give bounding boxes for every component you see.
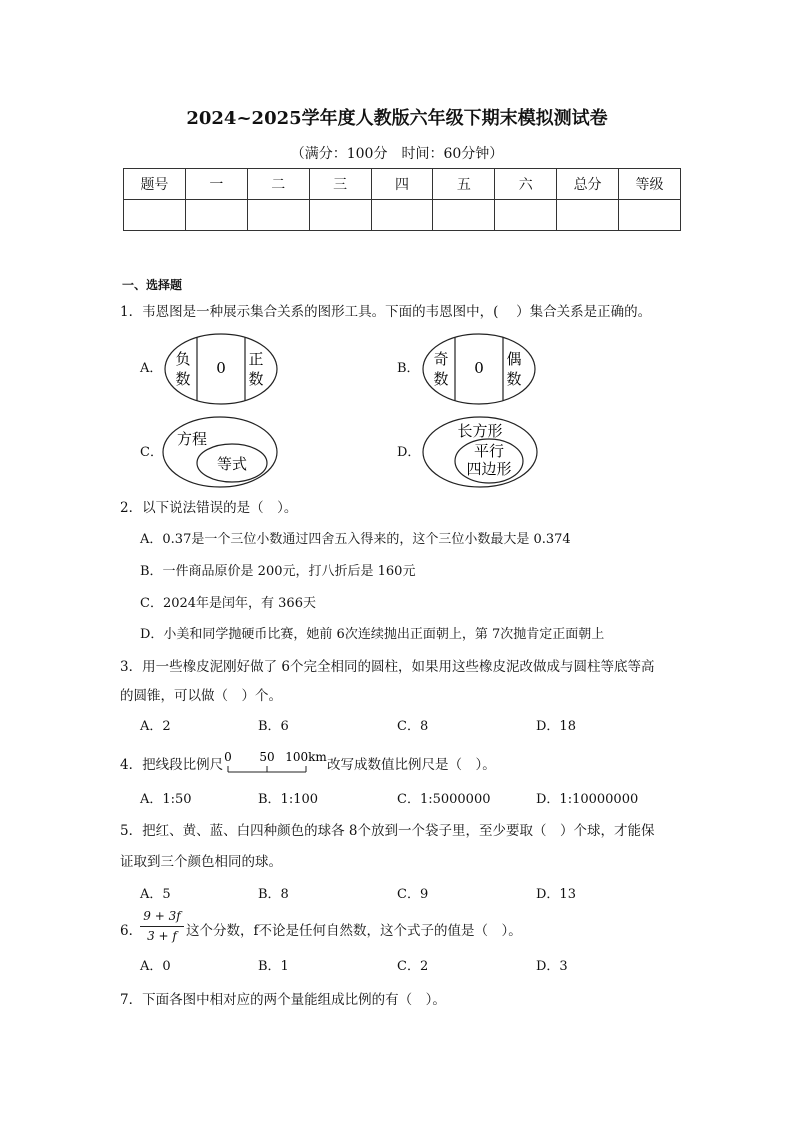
q1-option-a-label: A． [140,361,163,376]
question-6-suffix: 这个分数，f不论是任何自然数，这个式子的值是（ ）。 [186,923,522,939]
question-3-line-1: 3．用一些橡皮泥刚好做了 6个完全相同的圆柱，如果用这些橡皮泥改做成与圆柱等底等高 [120,659,655,675]
fraction [140,909,184,944]
venn-b-left-2: 数 [433,370,449,388]
question-6-prefix: 6． [120,923,143,939]
score-header-cell: 等级 [619,169,681,200]
venn-diagram-c [160,414,280,490]
q6-option-b: B．1 [258,959,289,974]
q2-option-c: C．2024年是闰年，有 366天 [140,596,316,611]
venn-d-inner-label-1: 平行 [473,442,505,460]
venn-a-left-2: 数 [175,370,191,388]
venn-a-center: 0 [216,359,226,377]
question-4-suffix: 改写成数值比例尺是（ ）。 [327,757,496,773]
venn-b-right-2: 数 [506,370,522,388]
question-5-line-2: 证取到三个颜色相同的球。 [120,854,282,870]
score-entry-cell[interactable] [124,200,186,231]
venn-diagram-b [420,330,538,408]
q2-option-a: A．0.37是一个三位小数通过四舍五入得来的，这个三位小数最大是 0.374 [140,532,571,547]
scale-label-50: 50 [259,750,275,764]
venn-d-outer-label: 长方形 [457,422,503,440]
score-header-cell: 三 [309,169,371,200]
q6-option-c: C．2 [397,959,429,974]
q5-option-d: D．13 [536,887,576,902]
q1-option-b-label: B． [397,361,420,376]
score-header-cell: 题号 [124,169,186,200]
q6-option-a: A．0 [140,959,171,974]
venn-b-right-1: 偶 [506,350,522,368]
score-header-cell: 六 [495,169,557,200]
question-3-line-2: 的圆锥，可以做（ ）个。 [120,688,282,704]
venn-a-right-1: 正 [248,350,264,368]
page-title: 2024~2025学年度人教版六年级下期末模拟测试卷 [186,108,608,129]
section-heading: 一、选择题 [122,278,183,292]
q5-option-b: B．8 [258,887,289,902]
q5-option-c: C．9 [397,887,429,902]
score-entry-cell[interactable] [185,200,247,231]
score-entry-cell[interactable] [495,200,557,231]
question-2-text: 2．以下说法错误的是（ ）。 [120,500,298,516]
venn-a-left-1: 负 [175,350,191,368]
fraction-bar [140,926,184,927]
score-entry-cell[interactable] [433,200,495,231]
score-header-cell: 总分 [557,169,619,200]
q3-option-b: B．6 [258,719,289,734]
score-header-cell: 四 [371,169,433,200]
q3-option-a: A．2 [140,719,171,734]
score-header-cell: 五 [433,169,495,200]
question-5-line-1: 5．把红、黄、蓝、白四种颜色的球各 8个放到一个袋子里，至少要取（ ）个球，才能保 [120,823,655,839]
q5-option-a: A．5 [140,887,171,902]
venn-diagram-a [162,330,280,408]
q1-option-c-label: C． [140,445,163,460]
q4-option-d: D．1:10000000 [536,792,639,807]
q4-option-c: C．1:5000000 [397,792,491,807]
page-subtitle: （满分：100分 时间：60分钟） [290,146,504,162]
score-entry-cell[interactable] [371,200,433,231]
score-header-cell: 一 [185,169,247,200]
question-4-prefix: 4．把线段比例尺 [120,757,224,773]
q1-option-d-label: D． [397,445,421,460]
score-table-header-row [124,169,681,200]
scale-label-0: 0 [224,750,232,764]
venn-b-center: 0 [474,359,484,377]
question-1-text: 1．韦恩图是一种展示集合关系的图形工具。下面的韦恩图中，( ）集合关系是正确的。 [120,304,652,320]
fraction-numerator: 9 + 3f [143,909,181,923]
venn-a-right-2: 数 [248,370,264,388]
score-table [123,168,681,231]
scale-label-100km: 100km [285,750,327,764]
venn-d-inner-label-2: 四边形 [466,460,512,478]
q4-option-a: A．1:50 [140,792,192,807]
venn-c-outer-label: 方程 [176,430,208,448]
q2-option-b: B．一件商品原价是 200元，打八折后是 160元 [140,564,416,579]
score-entry-cell[interactable] [557,200,619,231]
question-7-text: 7．下面各图中相对应的两个量能组成比例的有（ ）。 [120,992,446,1008]
fraction-denominator: 3 + f [147,929,177,943]
q6-option-d: D．3 [536,959,568,974]
venn-b-left-1: 奇 [433,350,449,368]
score-header-cell: 二 [247,169,309,200]
q4-option-b: B．1:100 [258,792,319,807]
score-entry-cell[interactable] [619,200,681,231]
score-table-entry-row [124,200,681,231]
line-segment-scale [222,747,330,779]
venn-c-inner-label: 等式 [216,455,248,473]
venn-diagram-d [420,414,540,490]
q3-option-c: C．8 [397,719,429,734]
q3-option-d: D．18 [536,719,576,734]
score-entry-cell[interactable] [247,200,309,231]
score-entry-cell[interactable] [309,200,371,231]
q2-option-d: D．小美和同学抛硬币比赛，她前 6次连续抛出正面朝上，第 7次抛肯定正面朝上 [140,627,605,642]
